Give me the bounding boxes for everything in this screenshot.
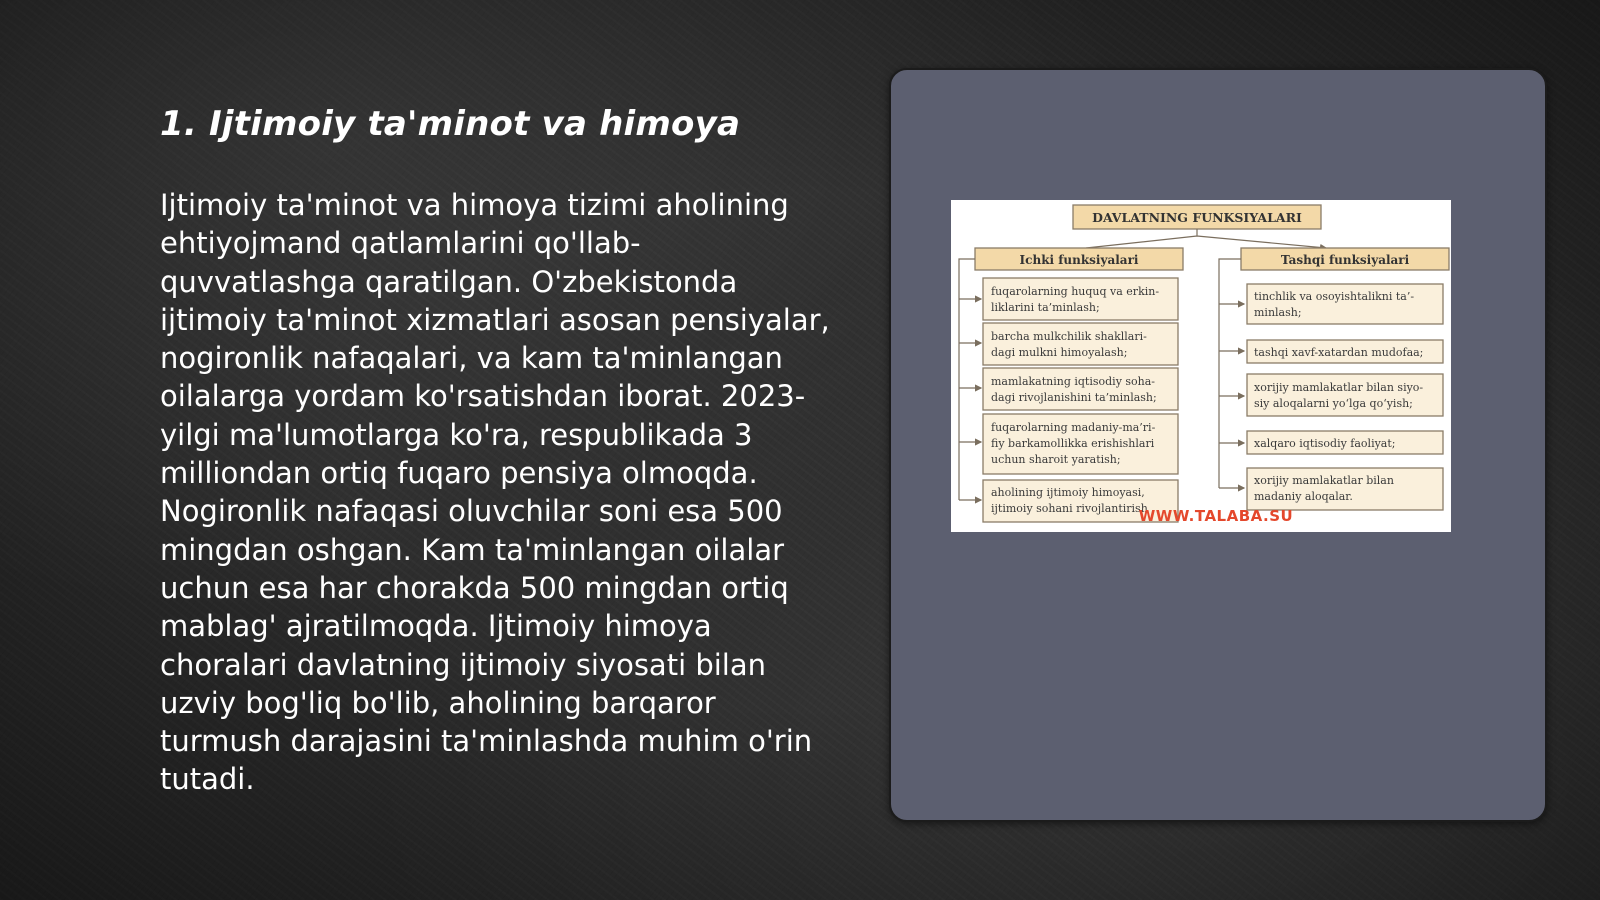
body-line: mingdan oshgan. Kam ta'minlangan oilalar [160,532,785,567]
right-item-text: madaniy aloqalar. [1254,490,1353,503]
left-item-text: fiy barkamollikka erishishlari [991,437,1155,450]
watermark: WWW.TALABA.SU [1138,507,1294,525]
body-line: mablag' ajratilmoqda. Ijtimoiy himoya [160,609,712,644]
slide-title: 1. Ijtimoiy ta'minot va himoya [160,104,741,144]
left-header: Ichki funksiyalari [1019,253,1139,267]
body-line: quvvatlashga qaratilgan. O'zbekistonda [160,264,738,299]
body-line: ehtiyojmand qatlamlarini qo'llab- [160,226,641,261]
left-item-text: mamlakatning iqtisodiy soha- [991,375,1156,388]
diagram-image [951,200,1451,532]
right-connector-trunk [1219,259,1241,488]
body-line: Ijtimoiy ta'minot va himoya tizimi aholining [160,188,789,222]
diagram-title: DAVLATNING FUNKSIYALARI [1092,210,1302,225]
right-item-text: xorijiy mamlakatlar bilan siyo- [1254,381,1424,394]
left-item-text: uchun sharoit yaratish; [991,453,1121,466]
left-item-text: dagi rivojlanishini ta’minlash; [991,391,1157,404]
right-item-text: minlash; [1254,306,1302,319]
right-item-text: siy aloqalarni yo‘lga qo‘yish; [1254,397,1413,410]
right-item-text: xorijiy mamlakatlar bilan [1254,474,1394,487]
body-line: choralari davlatning ijtimoiy siyosati bilan [160,647,767,682]
image-card [889,68,1547,822]
left-item-text: ijtimoiy sohani rivojlantirish [991,502,1148,515]
body-line: uzviy bog'liq bo'lib, aholining barqaror [160,685,716,720]
left-connector-trunk [959,259,975,500]
left-item-text: liklarini ta’minlash; [991,301,1100,314]
body-line: Nogironlik nafaqasi oluvchilar soni esa 500 [160,494,783,529]
right-item-text: xalqaro iqtisodiy faoliyat; [1254,437,1396,450]
left-item-text: fuqarolarning madaniy-ma’ri- [991,421,1156,434]
left-item-text: dagi mulkni himoyalash; [991,346,1128,359]
body-line: nogironlik nafaqalari, va kam ta'minlangan [160,341,783,376]
body-line: uchun esa har chorakda 500 mingdan ortiq [160,570,789,605]
right-item-text: tinchlik va osoyishtalikni ta’- [1254,290,1415,303]
body-line: tutadi. [160,762,255,797]
body-line: oilalarga yordam ko'rsatishdan iborat. 2023- [160,379,806,414]
left-item-text: barcha mulkchilik shakllari- [991,330,1147,343]
slide-body-text [160,186,842,799]
right-header: Tashqi funksiyalari [1280,253,1410,267]
left-item-text: aholining ijtimoiy himoyasi, [991,486,1145,499]
body-line: yilgi ma'lumotlarga ko'ra, respublikada 3 [160,417,753,452]
title-branch-arrows [1086,229,1326,248]
right-item-text: tashqi xavf-xatardan mudofaa; [1254,346,1424,359]
body-line: turmush darajasini ta'minlashda muhim o'rin [160,724,813,759]
body-line: ijtimoiy ta'minot xizmatlari asosan pensiyalar, [160,302,830,337]
left-item-text: fuqarolarning huquq va erkin- [991,285,1160,298]
diagram-svg [951,200,1451,532]
body-line: milliondan ortiq fuqaro pensiya olmoqda. [160,456,758,491]
